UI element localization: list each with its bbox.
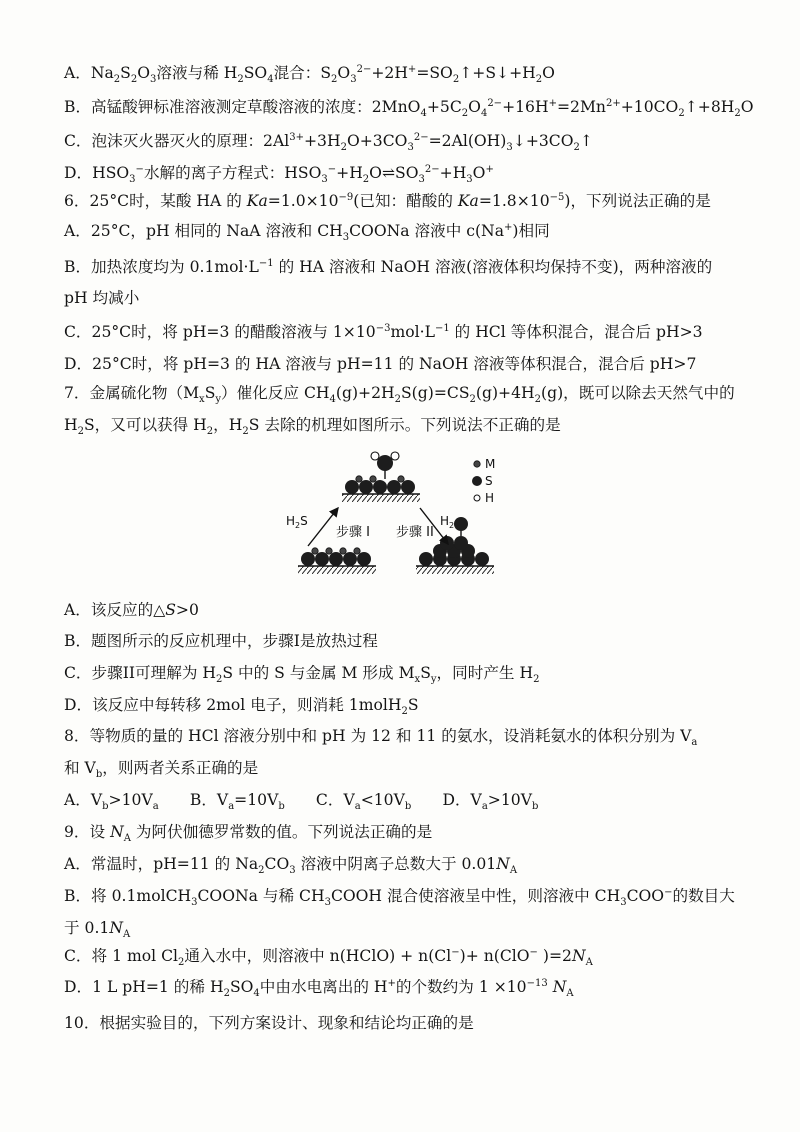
text-line-q9-b2 bbox=[64, 918, 131, 941]
text-segment: b bbox=[278, 801, 285, 813]
text-segment: =10V bbox=[234, 791, 279, 809]
text-segment: S(g)=CS bbox=[401, 384, 470, 402]
text-segment: A．该反应的△ bbox=[64, 601, 166, 619]
text-segment: 3 bbox=[407, 142, 414, 154]
text-segment: + bbox=[548, 97, 557, 109]
text-segment: ↑+S↓+H bbox=[459, 64, 536, 82]
text-line-q6-c bbox=[64, 322, 703, 342]
text-segment: −9 bbox=[338, 191, 354, 203]
text-segment: 2 bbox=[215, 674, 223, 686]
s-atom-legend-icon bbox=[472, 476, 482, 486]
text-segment: 2 bbox=[535, 74, 543, 86]
step1-label: 步骤 I bbox=[336, 525, 370, 540]
text-segment: ，H bbox=[213, 416, 243, 434]
text-segment: ↑+8H bbox=[684, 98, 735, 116]
text-segment: − bbox=[451, 946, 460, 958]
text-segment: − bbox=[529, 946, 538, 958]
text-segment: C．25°C时，将 pH=3 的醋酸溶液与 1×10 bbox=[64, 323, 376, 341]
text-line-q8-stem1 bbox=[64, 726, 698, 749]
h2-label: $H_2$ bbox=[440, 514, 455, 530]
text-segment: 的个数约为 1 ×10 bbox=[395, 978, 527, 996]
text-segment: A．V bbox=[64, 791, 103, 809]
text-line-q5-d bbox=[64, 163, 494, 186]
legend-h-label: H bbox=[485, 491, 495, 505]
text-line-q9-b1 bbox=[64, 886, 735, 909]
text-segment: 3 bbox=[289, 865, 296, 877]
text-segment: +3H bbox=[303, 132, 341, 150]
text-segment: )=2 bbox=[537, 947, 572, 965]
text-segment: 的数目大 bbox=[672, 887, 735, 905]
text-segment: y bbox=[215, 394, 222, 406]
legend-m-label: M bbox=[485, 457, 496, 471]
text-segment: ↑ bbox=[579, 132, 593, 150]
text-segment: A bbox=[566, 988, 574, 1000]
mechanism-figure bbox=[282, 448, 512, 584]
text-line-q9-c bbox=[64, 946, 593, 969]
text-segment: 4 bbox=[267, 74, 274, 86]
text-segment: 2 bbox=[242, 426, 249, 438]
text-segment: mol·L bbox=[390, 323, 435, 341]
text-segment: 3 bbox=[342, 232, 350, 244]
text-line-q9-a bbox=[64, 854, 518, 877]
text-segment: 2 bbox=[258, 865, 265, 877]
text-segment: 为阿伏伽德罗常数的值。下列说法正确的是 bbox=[130, 823, 433, 841]
text-segment: 2 bbox=[340, 142, 347, 154]
text-segment: N bbox=[552, 978, 567, 996]
text-segment: −1 bbox=[258, 257, 274, 269]
text-segment: COOH 混合使溶液呈中性，则溶液中 CH bbox=[330, 887, 621, 905]
text-segment: SO bbox=[229, 978, 254, 996]
text-segment: A bbox=[509, 865, 518, 877]
text-segment: (g)+4H bbox=[475, 384, 535, 402]
text-line-q9-d bbox=[64, 977, 574, 1000]
text-segment: 中由水电离出的 H bbox=[259, 978, 388, 996]
text-segment: (已知：醋酸的 bbox=[353, 192, 458, 210]
text-segment: +H bbox=[439, 164, 467, 182]
h2s-label: $H_2S$ bbox=[286, 514, 308, 530]
text-segment: S bbox=[120, 64, 131, 82]
text-segment: A．常温时，pH=11 的 Na bbox=[64, 855, 259, 873]
text-segment: 溶液与稀 H bbox=[156, 64, 238, 82]
text-segment: D．该反应中每转移 2mol 电子，则消耗 1molH bbox=[64, 696, 402, 714]
text-segment: 2 bbox=[573, 142, 580, 154]
m-atom-legend-icon bbox=[474, 461, 480, 467]
text-segment: pH 均减小 bbox=[64, 289, 140, 307]
text-segment: B．题图所示的反应机理中，步骤I是放热过程 bbox=[64, 632, 378, 650]
text-segment: −13 bbox=[526, 977, 548, 989]
text-segment: 10．根据实验目的，下列方案设计、现象和结论均正确的是 bbox=[64, 1014, 474, 1032]
text-segment: 溶液中阴离子总数大于 0.01 bbox=[295, 855, 497, 873]
text-segment: 水解的离子方程式：HSO bbox=[143, 164, 322, 182]
text-segment: 2 bbox=[178, 957, 185, 969]
text-segment: −1 bbox=[434, 322, 450, 334]
text-segment: A．Na bbox=[64, 64, 114, 82]
text-segment: O bbox=[468, 98, 481, 116]
text-line-q7-b bbox=[64, 631, 378, 651]
text-line-q5-a bbox=[64, 63, 555, 86]
text-segment: 2 bbox=[469, 394, 476, 406]
text-segment: (g)，既可以除去天然气中的 bbox=[541, 384, 735, 402]
text-segment: S bbox=[420, 664, 431, 682]
text-line-q7-stem2 bbox=[64, 415, 561, 438]
text-segment: A bbox=[123, 929, 131, 941]
text-line-q6-d bbox=[64, 354, 696, 374]
text-line-q6-a bbox=[64, 221, 550, 244]
text-line-q7-d bbox=[64, 695, 419, 718]
legend-s-label: S bbox=[485, 474, 493, 488]
text-segment: B．高锰酸钾标准溶液测定草酸溶液的浓度：2MnO bbox=[64, 98, 421, 116]
text-segment: 3 bbox=[129, 174, 136, 186]
text-segment: >10V bbox=[487, 791, 532, 809]
text-segment: 2 bbox=[534, 394, 542, 406]
text-segment: B．V bbox=[158, 791, 229, 809]
text-segment: D．1 L pH=1 的稀 H bbox=[64, 978, 224, 996]
text-segment: b bbox=[531, 801, 539, 813]
text-segment: x bbox=[414, 674, 421, 686]
text-segment: 3 bbox=[506, 142, 513, 154]
text-segment: 2 bbox=[461, 108, 469, 120]
text-segment: 3 bbox=[191, 897, 198, 909]
text-segment: +16H bbox=[502, 98, 549, 116]
text-segment: A bbox=[585, 957, 593, 969]
text-segment: 2 bbox=[113, 74, 121, 86]
text-segment: )+ n(ClO bbox=[459, 947, 530, 965]
text-segment: =2Mn bbox=[556, 98, 606, 116]
text-segment: 2+ bbox=[605, 97, 621, 109]
text-segment: O+3CO bbox=[346, 132, 408, 150]
text-segment: − bbox=[135, 163, 144, 175]
text-segment: 2− bbox=[356, 63, 372, 75]
text-segment: >0 bbox=[175, 601, 199, 619]
text-segment: 2 bbox=[533, 674, 540, 686]
text-segment: 2 bbox=[237, 74, 244, 86]
text-segment: +2H bbox=[371, 64, 408, 82]
text-line-q7-a bbox=[64, 600, 199, 620]
text-segment: N bbox=[109, 919, 124, 937]
text-line-q8-stem2 bbox=[64, 758, 259, 781]
text-segment: =SO bbox=[416, 64, 453, 82]
text-segment: S 去除的机理如图所示。下列说法不正确的是 bbox=[248, 416, 561, 434]
text-segment: 2 bbox=[77, 426, 84, 438]
text-segment: a bbox=[481, 801, 488, 813]
text-segment: + bbox=[504, 221, 513, 233]
text-segment: − bbox=[327, 163, 337, 175]
text-segment: 2 bbox=[401, 706, 408, 718]
text-line-q5-c bbox=[64, 131, 593, 154]
text-segment: COONa 与稀 CH bbox=[197, 887, 325, 905]
step2-label: 步骤 II bbox=[396, 525, 434, 540]
text-segment: b bbox=[404, 801, 412, 813]
text-segment: 3 bbox=[321, 174, 328, 186]
text-segment: 和 V bbox=[64, 759, 96, 777]
text-segment: a bbox=[691, 737, 698, 749]
text-segment: − bbox=[664, 886, 673, 898]
text-segment: 2 bbox=[206, 426, 214, 438]
text-segment: 2 bbox=[130, 74, 138, 86]
text-segment: A bbox=[123, 833, 131, 845]
text-segment: 2 bbox=[331, 74, 338, 86]
text-segment: 的 HCl 等体积混合，混合后 pH>3 bbox=[449, 323, 703, 341]
text-segment: A．25°C，pH 相同的 NaA 溶液和 CH bbox=[64, 222, 343, 240]
text-segment: <10V bbox=[360, 791, 405, 809]
text-line-q5-b bbox=[64, 97, 754, 120]
text-segment: 2 bbox=[734, 108, 741, 120]
text-segment: S bbox=[204, 384, 216, 402]
text-segment: N bbox=[571, 947, 586, 965]
text-segment: O⇌SO bbox=[369, 164, 419, 182]
text-segment: N bbox=[110, 823, 124, 841]
text-segment: 9．设 bbox=[64, 823, 111, 841]
text-line-q7-c bbox=[64, 663, 540, 686]
text-segment: −5 bbox=[549, 191, 565, 203]
text-segment: x bbox=[199, 394, 205, 406]
text-segment: a bbox=[354, 801, 361, 813]
text-segment: =1.0×10 bbox=[267, 192, 339, 210]
text-segment: =1.8×10 bbox=[478, 192, 550, 210]
text-segment: >10V bbox=[108, 791, 153, 809]
text-segment: C．泡沫灭火器灭火的原理：2Al bbox=[64, 132, 290, 150]
text-segment: SO bbox=[243, 64, 268, 82]
text-segment: O bbox=[137, 64, 151, 82]
step1-arrow bbox=[308, 508, 338, 546]
text-segment: D．25°C时，将 pH=3 的 HA 溶液与 pH=11 的 NaOH 溶液等体积混合，混合后 pH>7 bbox=[64, 355, 697, 373]
text-segment: C．将 1 mol Cl bbox=[64, 947, 178, 965]
text-line-q6-b2 bbox=[64, 288, 139, 308]
text-segment: 2− bbox=[424, 163, 440, 175]
text-line-q7-stem1 bbox=[64, 383, 735, 406]
text-segment: S bbox=[407, 696, 419, 714]
text-segment: S bbox=[165, 601, 176, 619]
text-segment: S 中的 S 与金属 M 形成 M bbox=[222, 664, 415, 682]
text-segment: 3 bbox=[324, 897, 331, 909]
text-segment: + bbox=[387, 977, 396, 989]
text-segment: O bbox=[542, 64, 555, 82]
text-segment: 6．25°C时，某酸 HA 的 bbox=[64, 192, 247, 210]
text-segment: C．步骤II可理解为 H bbox=[64, 664, 216, 682]
text-segment: 2− bbox=[413, 131, 429, 143]
text-segment: CO bbox=[264, 855, 290, 873]
text-segment: 混合：S bbox=[273, 64, 332, 82]
text-segment: 2− bbox=[487, 97, 503, 109]
text-segment: +H bbox=[336, 164, 363, 182]
text-line-q9-stem bbox=[64, 822, 433, 845]
text-line-q10-stem bbox=[64, 1013, 474, 1033]
text-segment: + bbox=[407, 63, 417, 75]
text-segment: 3 bbox=[418, 174, 425, 186]
left-catalyst-surface bbox=[298, 548, 376, 574]
text-segment: )，下列说法正确的是 bbox=[564, 192, 711, 210]
text-segment: N bbox=[496, 855, 510, 873]
text-segment: 通入水中，则溶液中 n(HClO) + n(Cl bbox=[184, 947, 452, 965]
text-segment: ↓+3CO bbox=[512, 132, 574, 150]
text-segment: a bbox=[228, 801, 235, 813]
text-segment: B．将 0.1molCH bbox=[64, 887, 192, 905]
text-segment: 4 bbox=[480, 108, 488, 120]
text-segment: C．V bbox=[284, 791, 355, 809]
text-line-q8-opts bbox=[64, 790, 539, 813]
text-segment: 2 bbox=[452, 74, 460, 86]
text-segment: 于 0.1 bbox=[64, 919, 110, 937]
text-line-q6-stem bbox=[64, 191, 711, 211]
text-segment: 的 HA 溶液和 NaOH 溶液(溶液体积均保持不变)，两种溶液的 bbox=[273, 258, 713, 276]
text-segment: D．HSO bbox=[64, 164, 130, 182]
top-catalyst-surface bbox=[342, 470, 420, 502]
adsorbed-h2s-molecule bbox=[371, 452, 399, 471]
text-segment: )相同 bbox=[512, 222, 550, 240]
text-segment: +5C bbox=[426, 98, 462, 116]
text-segment: 8．等物质的量的 HCl 溶液分别中和 pH 为 12 和 11 的氨水，设消耗氨水的体积分别为 V bbox=[64, 727, 692, 745]
text-segment: ）催化反应 CH bbox=[221, 384, 330, 402]
text-segment: COONa 溶液中 c(Na bbox=[349, 222, 505, 240]
text-segment: O bbox=[740, 98, 754, 116]
text-segment: 3 bbox=[466, 174, 473, 186]
h-atom-legend-icon bbox=[474, 495, 480, 501]
text-segment: COO bbox=[626, 887, 665, 905]
text-segment: O bbox=[337, 64, 351, 82]
text-segment: ，同时产生 H bbox=[436, 664, 534, 682]
text-segment: 2 bbox=[362, 174, 370, 186]
text-segment: 7．金属硫化物（M bbox=[64, 384, 200, 402]
text-segment: 3+ bbox=[289, 131, 304, 143]
text-segment: S，又可以获得 H bbox=[83, 416, 207, 434]
text-segment: +10CO bbox=[620, 98, 679, 116]
text-segment: 3 bbox=[150, 74, 157, 86]
text-line-q6-b1 bbox=[64, 257, 712, 277]
text-segment: b bbox=[95, 769, 103, 781]
text-segment: 4 bbox=[253, 988, 260, 1000]
figure-legend bbox=[472, 457, 495, 505]
text-segment: 4 bbox=[420, 108, 427, 120]
text-segment: y bbox=[430, 674, 437, 686]
text-segment: B．加热浓度均为 0.1mol·L bbox=[64, 258, 259, 276]
text-segment: =2Al(OH) bbox=[428, 132, 507, 150]
text-segment: 2 bbox=[223, 988, 230, 1000]
text-segment: 3 bbox=[350, 74, 357, 86]
text-segment: 4 bbox=[329, 394, 336, 406]
text-segment: −3 bbox=[375, 322, 391, 334]
text-segment: a bbox=[152, 801, 159, 813]
text-segment: 2 bbox=[678, 108, 685, 120]
text-segment: D．V bbox=[411, 791, 482, 809]
text-segment: Ka bbox=[246, 192, 268, 210]
text-segment: H bbox=[64, 416, 78, 434]
text-segment: + bbox=[485, 163, 494, 175]
text-segment: ，则两者关系正确的是 bbox=[102, 759, 259, 777]
text-segment: 3 bbox=[620, 897, 627, 909]
text-segment: b bbox=[102, 801, 109, 813]
text-segment: 2 bbox=[394, 394, 401, 406]
text-segment: Ka bbox=[457, 192, 479, 210]
text-segment: (g)+2H bbox=[335, 384, 395, 402]
text-segment: O bbox=[472, 164, 486, 182]
